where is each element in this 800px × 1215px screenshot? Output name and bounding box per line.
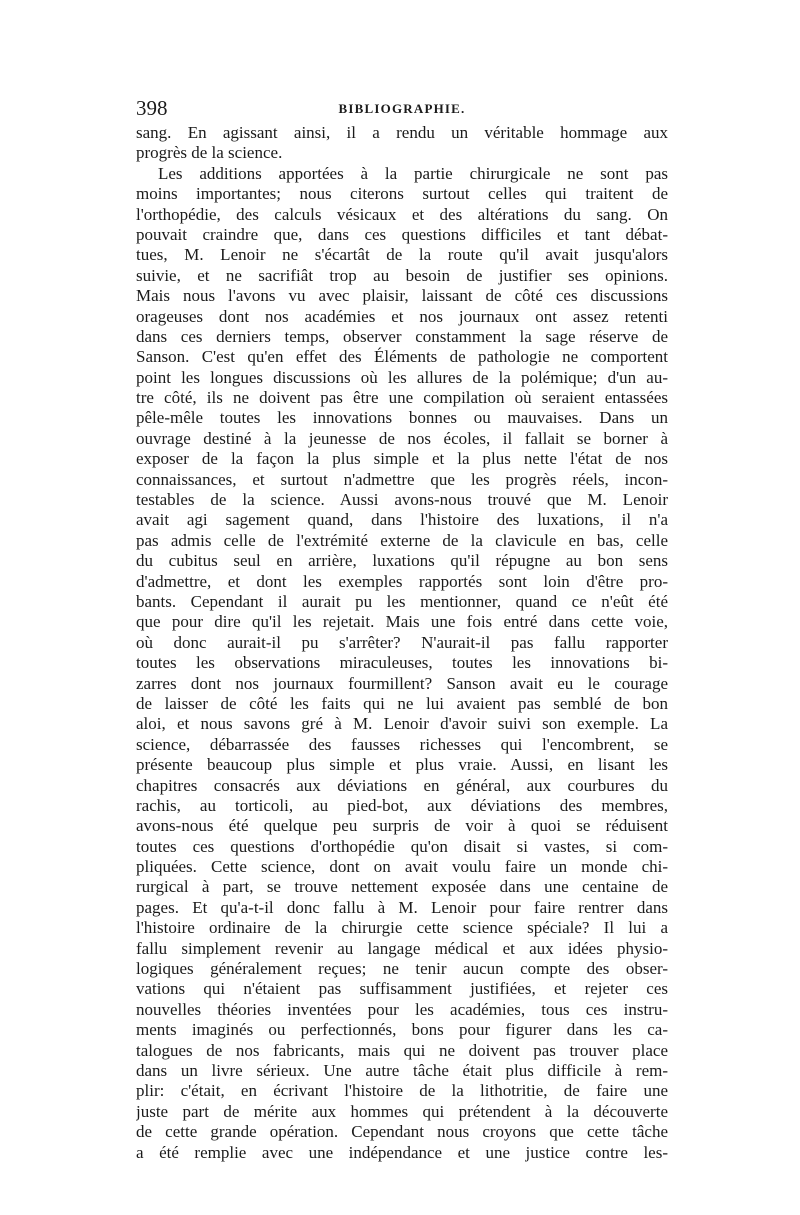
text-line: Mais nous l'avons vu avec plaisir, laissant de côté ces discussions <box>136 286 668 306</box>
text-line: vations qui n'étaient pas suffisamment justifiées, et rejeter ces <box>136 979 668 999</box>
text-line: que pour dire qu'il les rejetait. Mais une fois entré dans cette voie, <box>136 612 668 632</box>
text-line: suivie, et ne sacrifiât trop au besoin de justifier ses opinions. <box>136 265 668 285</box>
text-line: bants. Cependant il aurait pu les mentionner, quand ce n'eût été <box>136 591 668 611</box>
text-line: du cubitus seul en arrière, luxations qu'il répugne au bon sens <box>136 551 668 571</box>
text-line: pages. Et qu'a-t-il donc fallu à M. Lenoir pour faire rentrer dans <box>136 897 668 917</box>
text-line: pliquées. Cette science, dont on avait voulu faire un monde chi- <box>136 857 668 877</box>
text-line: dans un livre sérieux. Une autre tâche était plus difficile à rem- <box>136 1060 668 1080</box>
text-line: dans ces derniers temps, observer constamment la sage réserve de <box>136 326 668 346</box>
text-line: rurgical à part, se trouve nettement exposée dans une centaine de <box>136 877 668 897</box>
text-line: talogues de nos fabricants, mais qui ne doivent pas trouver place <box>136 1040 668 1060</box>
text-line: d'admettre, et dont les exemples rapportés sont loin d'être pro- <box>136 571 668 591</box>
text-line: science, débarrassée des fausses richesses qui l'encombrent, se <box>136 734 668 754</box>
text-line: où donc aurait-il pu s'arrêter? N'aurait-il pas fallu rapporter <box>136 632 668 652</box>
text-line: juste part de mérite aux hommes qui prétendent à la découverte <box>136 1101 668 1121</box>
running-head: BIBLIOGRAPHIE. <box>338 101 466 116</box>
text-line: tues, M. Lenoir ne s'écartât de la route qu'il avait jusqu'alors <box>136 245 668 265</box>
body-text <box>136 123 668 1163</box>
book-page <box>136 95 668 1163</box>
text-line: testables de la science. Aussi avons-nous trouvé que M. Lenoir <box>136 490 668 510</box>
page-number: 398 <box>136 96 168 120</box>
text-line: pêle-mêle toutes les innovations bonnes ou mauvaises. Dans un <box>136 408 668 428</box>
text-line: aloi, et nous savons gré à M. Lenoir d'avoir suivi son exemple. La <box>136 714 668 734</box>
text-line: nouvelles théories inventées pour les académies, tous ces instru- <box>136 999 668 1019</box>
text-line: sang. En agissant ainsi, il a rendu un véritable hommage aux <box>136 123 668 142</box>
text-line: Sanson. C'est qu'en effet des Éléments de pathologie ne comportent <box>136 347 668 367</box>
text-line: avait agi sagement quand, dans l'histoire des luxations, il n'a <box>136 510 668 530</box>
text-line: l'histoire ordinaire de la chirurgie cette science spéciale? Il lui a <box>136 918 668 938</box>
text-line: point les longues discussions où les allures de la polémique; d'un au- <box>136 367 668 387</box>
text-line: zarres dont nos journaux fourmillent? Sanson avait eu le courage <box>136 673 668 693</box>
text-line: exposer de la façon la plus simple et la plus nette l'état de nos <box>136 449 668 469</box>
text-line: tre côté, ils ne doivent pas être une compilation où seraient entassées <box>136 388 668 408</box>
text-line: ouvrage destiné à la jeunesse de nos écoles, il fallait se borner à <box>136 428 668 448</box>
text-line: a été remplie avec une indépendance et une justice contre les- <box>136 1142 668 1162</box>
text-line: toutes les observations miraculeuses, toutes les innovations bi- <box>136 653 668 673</box>
text-line: orageuses dont nos académies et nos journaux ont assez retenti <box>136 306 668 326</box>
text-line: plir: c'était, en écrivant l'histoire de la lithotritie, de faire une <box>136 1081 668 1101</box>
text-line: de laisser de côté les faits qui ne lui avaient pas semblé de bon <box>136 693 668 713</box>
text-line: logiques généralement reçues; ne tenir aucun compte des obser- <box>136 959 668 979</box>
text-line: Les additions apportées à la partie chirurgicale ne sont pas <box>158 163 668 183</box>
text-line: rachis, au torticoli, au pied-bot, aux déviations des membres, <box>136 795 668 815</box>
text-line: progrès de la science. <box>136 143 283 163</box>
text-line: pouvait craindre que, dans ces questions difficiles et tant débat- <box>136 224 668 244</box>
text-line: moins importantes; nous citerons surtout celles qui traitent de <box>136 184 668 204</box>
text-line: fallu simplement revenir au langage médical et aux idées physio- <box>136 938 668 958</box>
text-line: avons-nous été quelque peu surpris de voir à quoi se réduisent <box>136 816 668 836</box>
text-line: présente beaucoup plus simple et plus vraie. Aussi, en lisant les <box>136 755 668 775</box>
page-header <box>136 95 668 123</box>
text-line: ments imaginés ou perfectionnés, bons pour figurer dans les ca- <box>136 1020 668 1040</box>
text-line: l'orthopédie, des calculs vésicaux et des altérations du sang. On <box>136 204 668 224</box>
text-line: pas admis celle de l'extrémité externe de la clavicule en bas, celle <box>136 530 668 550</box>
text-line: connaissances, et surtout n'admettre que les progrès réels, incon- <box>136 469 668 489</box>
text-line: toutes ces questions d'orthopédie qu'on disait si vastes, si com- <box>136 836 668 856</box>
text-line: de cette grande opération. Cependant nous croyons que cette tâche <box>136 1122 668 1142</box>
text-line: chapitres consacrés aux déviations en général, aux courbures du <box>136 775 668 795</box>
